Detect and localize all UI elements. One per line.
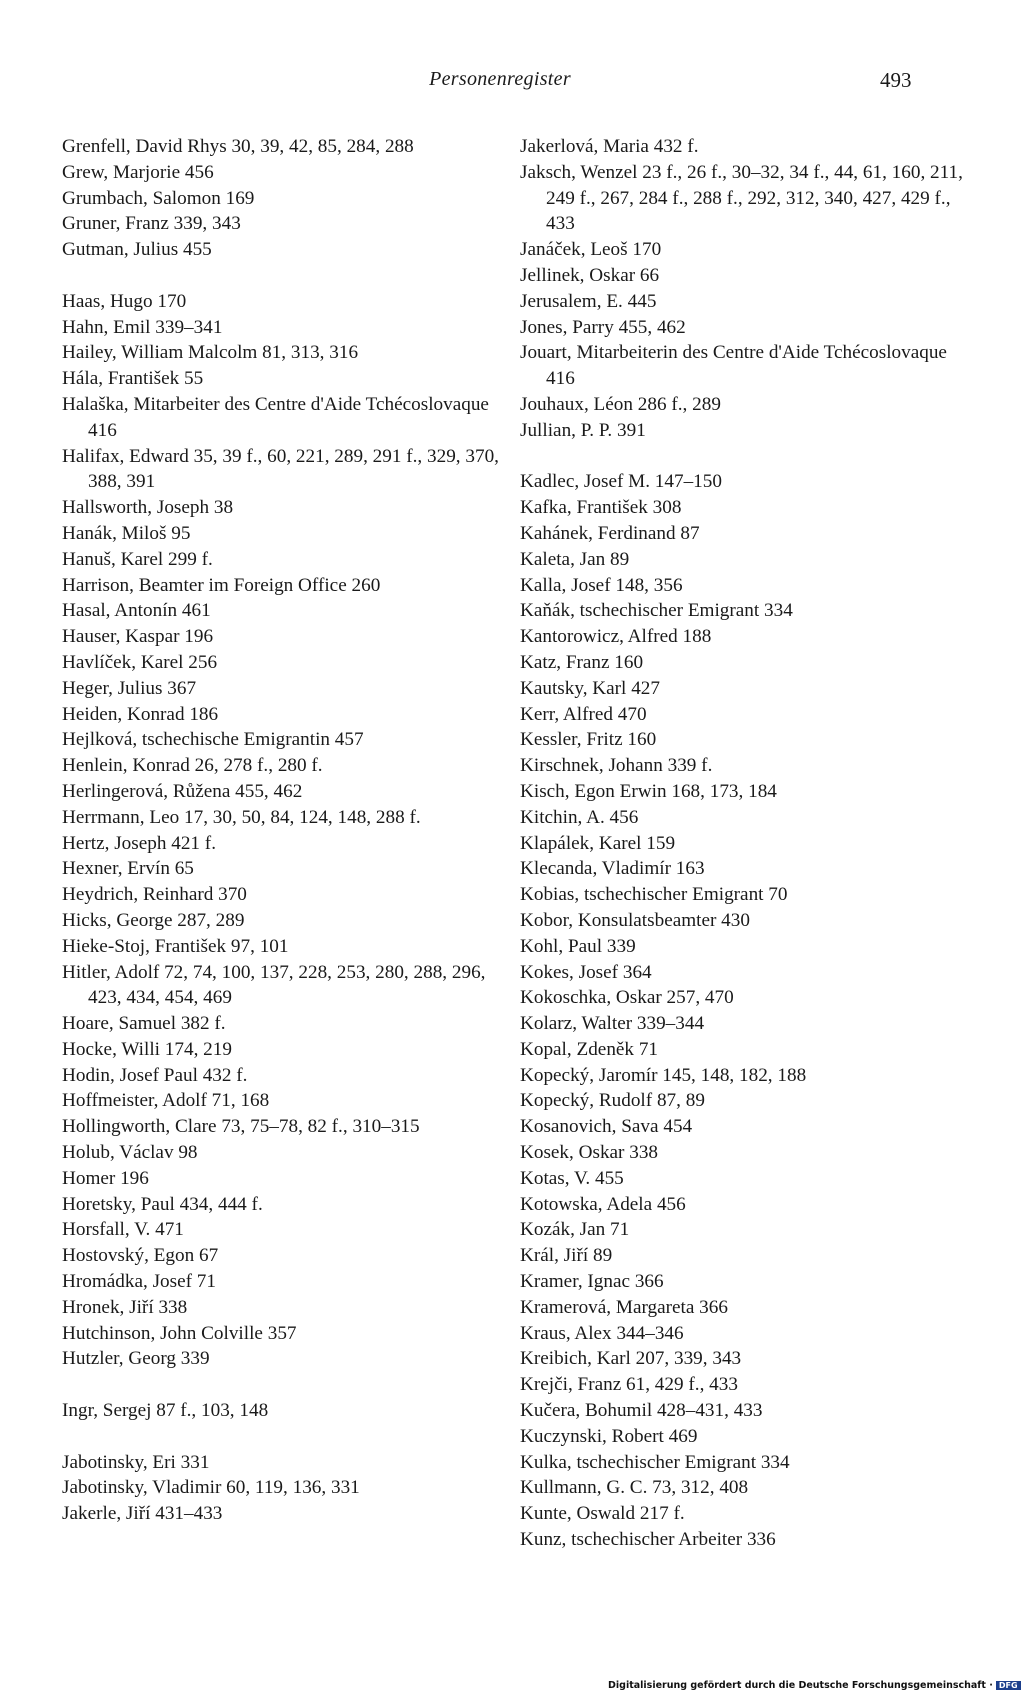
index-entry: Hocke, Willi 174, 219 [62, 1038, 232, 1060]
index-entry: Kohl, Paul 339 [520, 935, 636, 957]
index-entry: Hexner, Ervín 65 [62, 858, 194, 880]
index-entry: Kautsky, Karl 427 [520, 677, 660, 699]
index-entry: Hoare, Samuel 382 f. [62, 1013, 226, 1035]
index-entry: Jellinek, Oskar 66 [520, 264, 660, 286]
index-entry: Kitchin, A. 456 [520, 806, 639, 828]
letter-group-gap [62, 1424, 507, 1450]
index-entry: Homer 196 [62, 1167, 149, 1189]
index-entry: Krejči, Franz 61, 429 f., 433 [520, 1374, 738, 1396]
index-entry: Jerusalem, E. 445 [520, 290, 657, 312]
index-entry: Jakerlová, Maria 432 f. [520, 136, 699, 157]
index-entry: Kulka, tschechischer Emigrant 334 [520, 1451, 790, 1473]
index-entry: Kopecký, Rudolf 87, 89 [520, 1090, 705, 1112]
index-entry: Halifax, Edward 35, 39 f., 60, 221, 289, 291 f., 329, 370, 388, 391 [62, 445, 499, 493]
page-number: 493 [880, 68, 912, 92]
index-entry: Hostovský, Egon 67 [62, 1245, 219, 1267]
index-entry: Gruner, Franz 339, 343 [62, 213, 241, 235]
index-entry: Kotowska, Adela 456 [520, 1193, 686, 1215]
index-entry: Kuczynski, Robert 469 [520, 1425, 698, 1447]
index-entry: Herlingerová, Růžena 455, 462 [62, 780, 303, 802]
index-entry: Hoffmeister, Adolf 71, 168 [62, 1090, 270, 1112]
index-entry: Grenfell, David Rhys 30, 39, 42, 85, 284, 288 [62, 136, 414, 157]
index-entry: Hertz, Joseph 421 f. [62, 832, 216, 854]
index-entry: Herrmann, Leo 17, 30, 50, 84, 124, 148, 288 f. [62, 806, 421, 828]
index-entry: Hromádka, Josef 71 [62, 1271, 216, 1293]
index-entry: Klecanda, Vladimír 163 [520, 858, 705, 880]
index-entry: Kotas, V. 455 [520, 1167, 624, 1189]
index-entry: Jones, Parry 455, 462 [520, 316, 686, 338]
index-entry: Kalla, Josef 148, 356 [520, 574, 683, 596]
index-entry: Kisch, Egon Erwin 168, 173, 184 [520, 780, 777, 802]
index-column-left [62, 134, 507, 1527]
index-entry: Kunz, tschechischer Arbeiter 336 [520, 1529, 776, 1551]
index-entry: Hitler, Adolf 72, 74, 100, 137, 228, 253, 280, 288, 296, 423, 434, 454, 469 [62, 961, 486, 1009]
index-entry: Janáček, Leoš 170 [520, 239, 662, 261]
index-entry: Kullmann, G. C. 73, 312, 408 [520, 1477, 749, 1499]
index-entry: Král, Jiří 89 [520, 1245, 613, 1267]
index-entry: Hanák, Miloš 95 [62, 522, 191, 544]
index-entry: Jabotinsky, Eri 331 [62, 1451, 210, 1473]
index-entry: Hasal, Antonín 461 [62, 600, 211, 622]
index-entry: Horsfall, V. 471 [62, 1219, 184, 1241]
page-header-title: Personenregister [429, 68, 571, 90]
index-entry: Hejlková, tschechische Emigrantin 457 [62, 729, 364, 751]
index-entry: Kantorowicz, Alfred 188 [520, 626, 712, 648]
index-entry: Henlein, Konrad 26, 278 f., 280 f. [62, 755, 323, 777]
index-entry: Hodin, Josef Paul 432 f. [62, 1064, 248, 1086]
index-entry: Ingr, Sergej 87 f., 103, 148 [62, 1400, 269, 1422]
index-entry: Horetsky, Paul 434, 444 f. [62, 1193, 263, 1215]
index-entry: Hahn, Emil 339–341 [62, 316, 223, 338]
index-entry: Heger, Julius 367 [62, 677, 197, 699]
index-entry: Jouhaux, Léon 286 f., 289 [520, 393, 721, 415]
letter-group-gap [62, 263, 507, 289]
index-entry: Havlíček, Karel 256 [62, 651, 218, 673]
index-entry: Kunte, Oswald 217 f. [520, 1503, 685, 1525]
index-entry: Jabotinsky, Vladimir 60, 119, 136, 331 [62, 1477, 360, 1499]
dfg-logo-icon: DFG [996, 1681, 1021, 1690]
index-entry: Harrison, Beamter im Foreign Office 260 [62, 574, 381, 596]
digitization-footer [608, 1680, 1021, 1691]
index-entry: Kramer, Ignac 366 [520, 1271, 664, 1293]
index-entry: Kerr, Alfred 470 [520, 703, 647, 725]
index-entry: Hauser, Kaspar 196 [62, 626, 214, 648]
index-entry: Kozák, Jan 71 [520, 1219, 630, 1241]
index-entry: Kopal, Zdeněk 71 [520, 1038, 659, 1060]
index-entry: Jaksch, Wenzel 23 f., 26 f., 30–32, 34 f., 44, 61, 160, 211, 249 f., 267, 284 f., 288 f., 292, 312, 340, 427, 429 f., 433 [520, 161, 963, 235]
index-entry: Hronek, Jiří 338 [62, 1296, 188, 1318]
index-entry: Hallsworth, Joseph 38 [62, 497, 234, 519]
index-entry: Kaleta, Jan 89 [520, 548, 630, 570]
index-entry: Heiden, Konrad 186 [62, 703, 219, 725]
index-entry: Halaška, Mitarbeiter des Centre d'Aide Tchécoslovaque 416 [62, 393, 489, 441]
index-entry: Kaňák, tschechischer Emigrant 334 [520, 600, 793, 622]
index-entry: Gutman, Julius 455 [62, 239, 212, 261]
index-entry: Kafka, František 308 [520, 497, 682, 519]
index-entry: Hutchinson, John Colville 357 [62, 1322, 297, 1344]
index-entry: Klapálek, Karel 159 [520, 832, 676, 854]
index-entry: Jullian, P. P. 391 [520, 419, 646, 441]
index-entry: Katz, Franz 160 [520, 651, 644, 673]
index-entry: Kramerová, Margareta 366 [520, 1296, 728, 1318]
letter-group-gap [62, 1372, 507, 1398]
index-entry: Kadlec, Josef M. 147–150 [520, 471, 722, 493]
index-entry: Kokes, Josef 364 [520, 961, 652, 983]
index-entry: Kreibich, Karl 207, 339, 343 [520, 1348, 742, 1370]
index-entry: Grumbach, Salomon 169 [62, 187, 255, 209]
index-entry: Hollingworth, Clare 73, 75–78, 82 f., 310–315 [62, 1116, 420, 1138]
letter-group-gap [520, 444, 965, 470]
footer-text: Digitalisierung gefördert durch die Deutsche Forschungsgemeinschaft · [608, 1680, 993, 1691]
index-entry: Hicks, George 287, 289 [62, 909, 245, 931]
index-entry: Kirschnek, Johann 339 f. [520, 755, 713, 777]
index-entry: Kopecký, Jaromír 145, 148, 182, 188 [520, 1064, 807, 1086]
index-entry: Kahánek, Ferdinand 87 [520, 522, 700, 544]
index-entry: Kolarz, Walter 339–344 [520, 1013, 705, 1035]
index-entry: Hanuš, Karel 299 f. [62, 548, 213, 570]
index-entry: Grew, Marjorie 456 [62, 161, 214, 183]
index-entry: Jouart, Mitarbeiterin des Centre d'Aide Tchécoslovaque 416 [520, 342, 947, 390]
index-entry: Kosanovich, Sava 454 [520, 1116, 693, 1138]
index-entry: Holub, Václav 98 [62, 1142, 198, 1164]
index-entry: Hailey, William Malcolm 81, 313, 316 [62, 342, 359, 364]
index-entry: Kobor, Konsulatsbeamter 430 [520, 909, 750, 931]
index-entry: Kučera, Bohumil 428–431, 433 [520, 1400, 763, 1422]
index-entry: Hutzler, Georg 339 [62, 1348, 210, 1370]
index-entry: Kraus, Alex 344–346 [520, 1322, 684, 1344]
index-entry: Haas, Hugo 170 [62, 290, 187, 312]
index-entry: Heydrich, Reinhard 370 [62, 884, 247, 906]
index-entry: Hieke-Stoj, František 97, 101 [62, 935, 289, 957]
index-entry: Hála, František 55 [62, 368, 204, 390]
index-column-right [520, 134, 965, 1553]
index-entry: Jakerle, Jiří 431–433 [62, 1503, 223, 1525]
index-entry: Kessler, Fritz 160 [520, 729, 657, 751]
index-entry: Kokoschka, Oskar 257, 470 [520, 987, 734, 1009]
index-entry: Kobias, tschechischer Emigrant 70 [520, 884, 788, 906]
index-entry: Kosek, Oskar 338 [520, 1142, 659, 1164]
